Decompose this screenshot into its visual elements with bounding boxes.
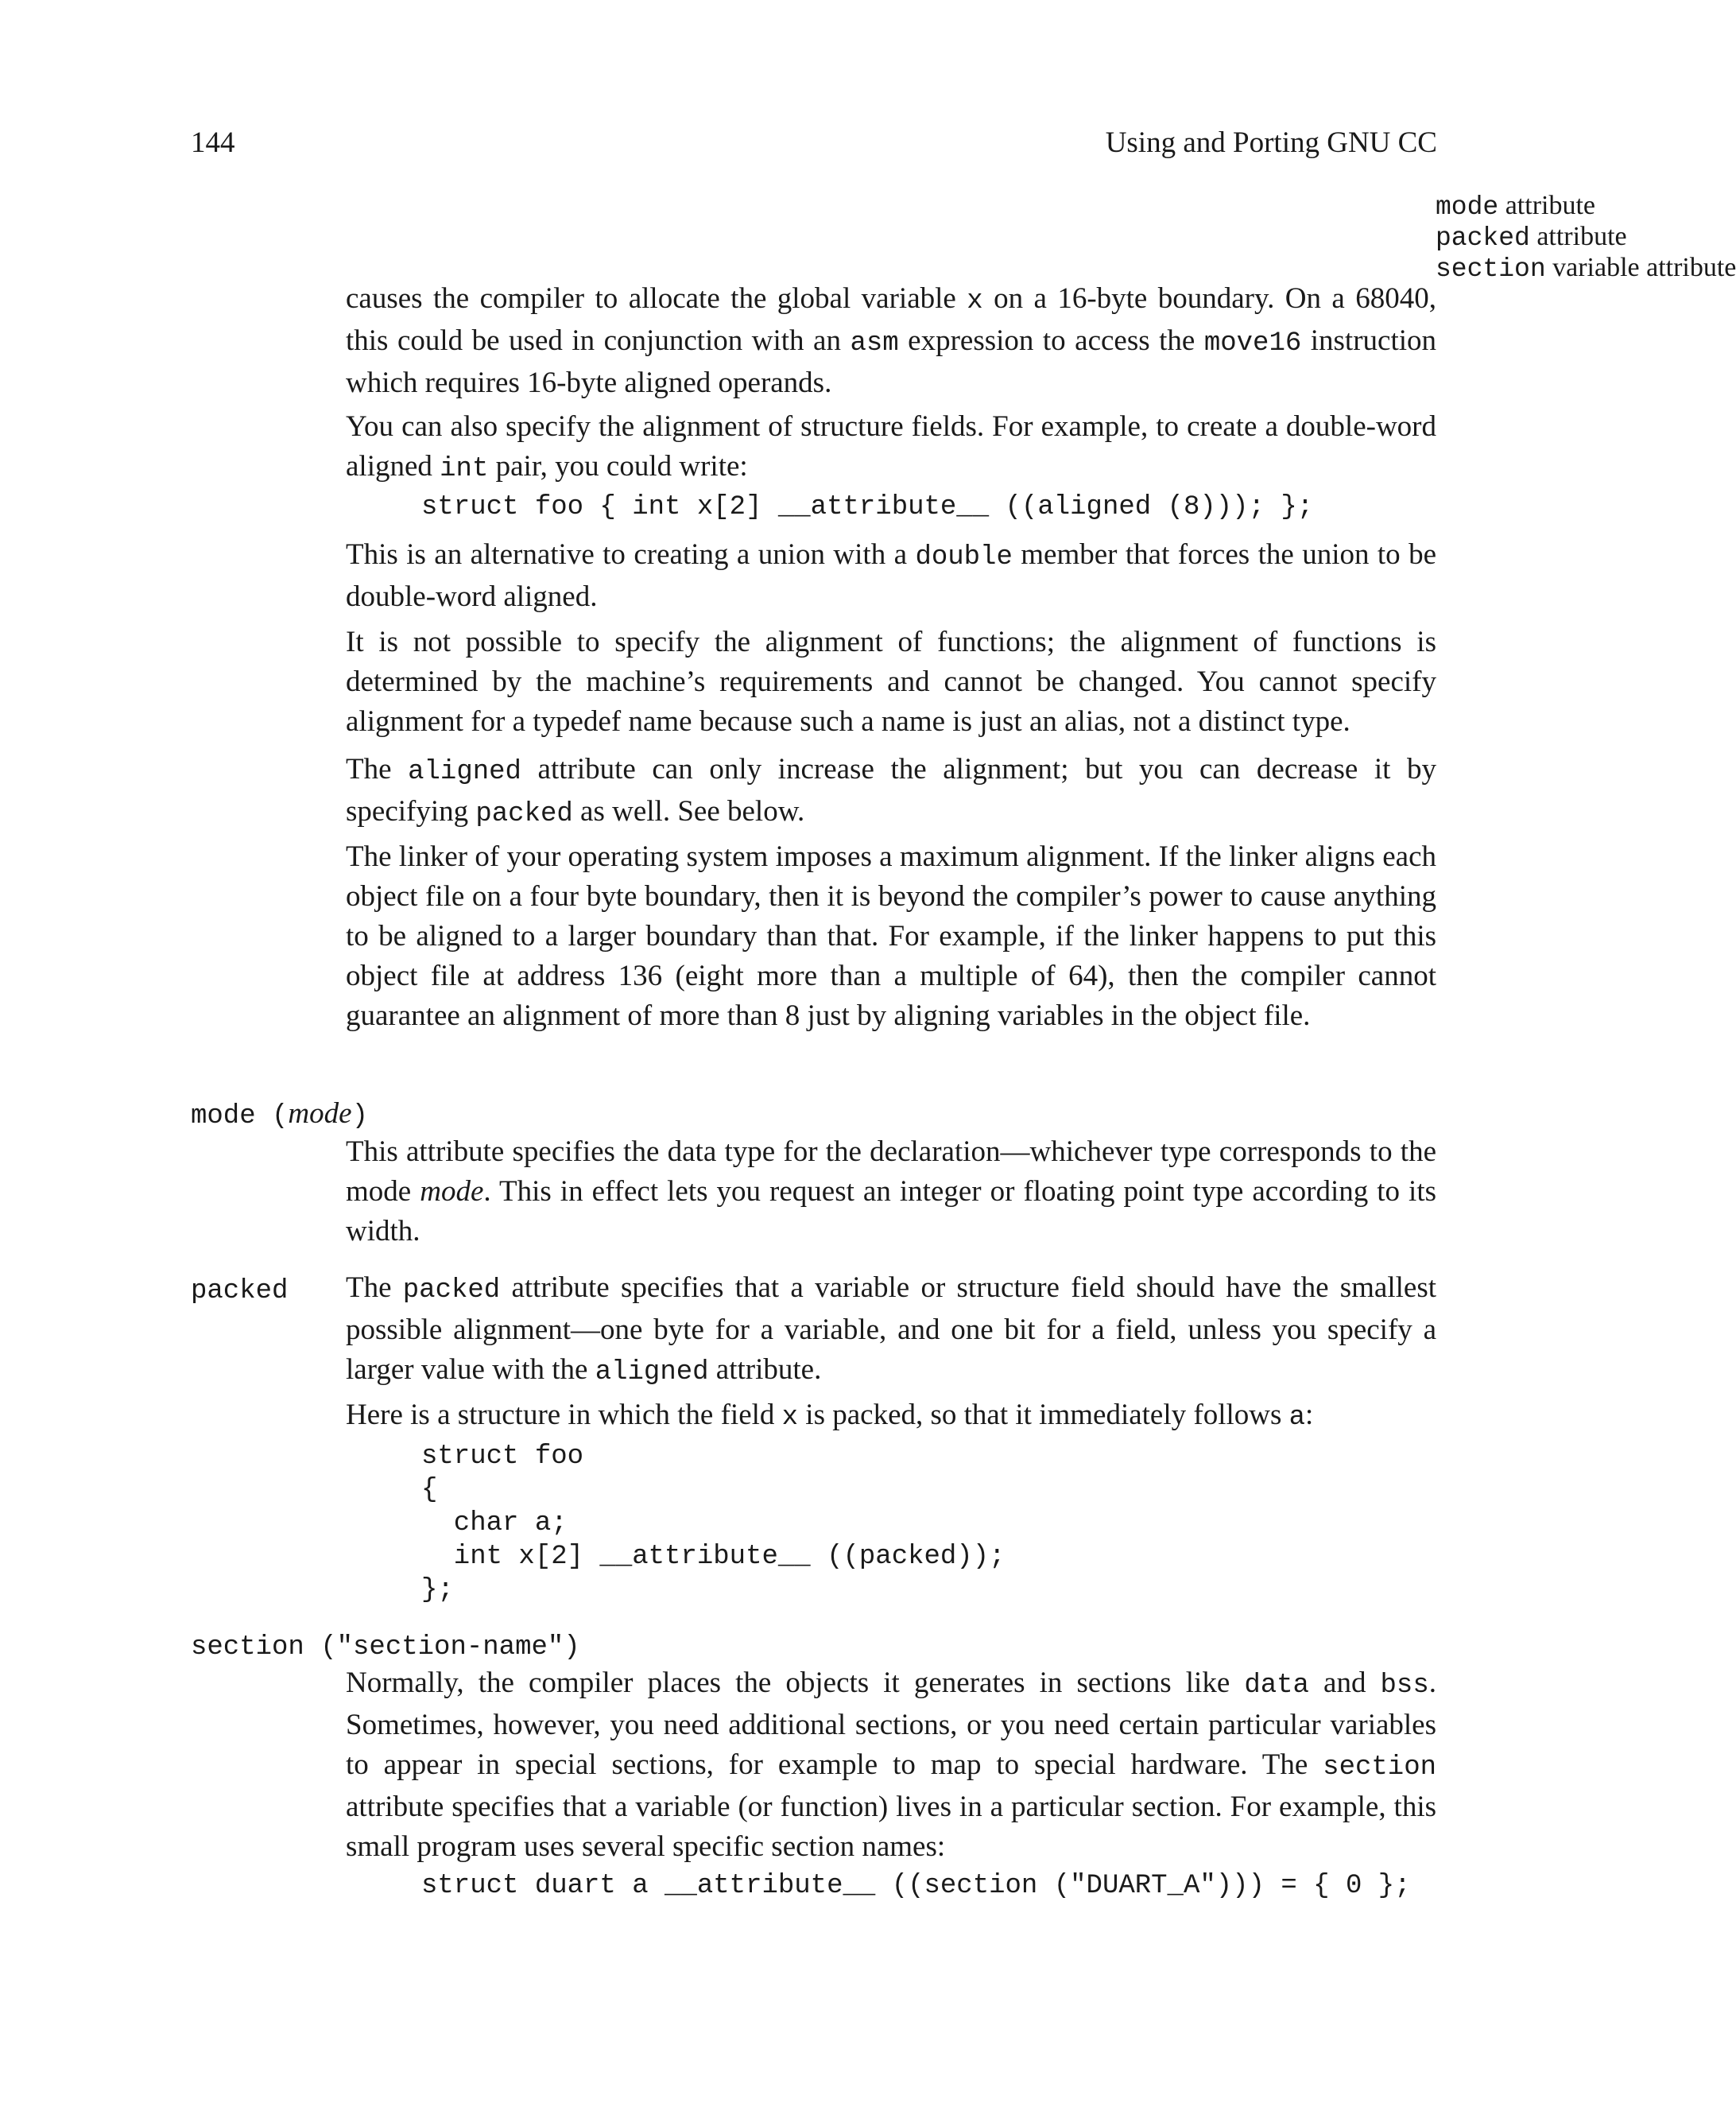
margin-note-code: packed [1436,223,1530,253]
text: : [1305,1399,1314,1431]
term-packed [191,1271,288,1309]
text: Normally, the compiler places the objects it generates in sections like [346,1667,1245,1699]
margin-note-packed [1436,222,1642,253]
packed-description [346,1268,1436,1392]
term-code: mode ( [191,1101,289,1131]
paragraph-aligned-increase [346,750,1436,834]
text: attribute. [708,1353,822,1386]
text: expression to access the [898,324,1204,357]
code-a: a [1288,1403,1306,1433]
text: It is not possible to specify the alignment of functions; the alignment of functions is determined by the machine’s requirements and cannot be changed. You cannot specify alignment for a typedef name because such a name is just an alias, not a distinct type. [346,626,1436,738]
code-x: x [781,1403,799,1433]
text: . This in effect lets you request an integer or floating point type according to its width. [346,1175,1437,1248]
margin-note-section [1436,253,1736,284]
text: This attribute specifies the data type for the declaration—whichever type corresponds to the mode [346,1135,1436,1208]
text: You can also specify the alignment of structure fields. For example, to create a double-word aligned [346,410,1436,483]
running-title: Using and Porting GNU CC [1105,126,1437,159]
paragraph-function-alignment [346,623,1436,742]
section-description [346,1663,1436,1867]
margin-note-code: mode [1436,192,1499,222]
text: . Sometimes, however, you need additional sections, or you need certain particular variables to appear in special sections, for example to map to special hardware. The [346,1667,1436,1781]
term-section [191,1627,580,1665]
code-move16: move16 [1203,328,1302,359]
italic-mode: mode [420,1175,484,1208]
text: This is an alternative to creating a union with a [346,538,916,571]
code-aligned: aligned [595,1357,709,1387]
code-asm: asm [850,328,899,359]
code-packed: packed [475,799,573,829]
text: causes the compiler to allocate the global variable [346,282,967,315]
paragraph-alignment-boundary [346,279,1436,403]
margin-note-mode [1436,191,1642,222]
text: instruction which requires 16-byte aligned operands. [346,324,1436,399]
code-bss: bss [1380,1670,1429,1701]
text: as well. See below. [572,795,805,828]
term-code: ) [351,1101,368,1131]
paragraph-structure-fields [346,407,1436,489]
code-line: int x[2] __attribute__ ((packed)); [421,1542,1006,1572]
text: attribute specifies that a variable or structure field should have the smallest possible alignment—one byte for a variable, and one bit for a field, unless you specify a larger value with the [346,1271,1437,1386]
packed-example-intro [346,1395,1436,1438]
term-code: section ("section-name") [191,1632,580,1663]
page-number: 144 [191,126,235,159]
paragraph-linker-alignment [346,837,1436,1036]
code-example-section: struct duart a __attribute__ ((section ("DUART_A"))) = { 0 }; [421,1871,1411,1901]
text: and [1308,1667,1381,1699]
code-x: x [967,286,983,316]
text: The [346,1271,403,1304]
code-aligned: aligned [408,757,521,787]
text: The [346,753,409,786]
term-italic: mode [288,1097,352,1130]
text: attribute specifies that a variable (or function) lives in a particular section. For example, this small program uses several specific section names: [346,1791,1436,1863]
text: on a 16-byte boundary. On a 68040, this could be used in conjunction with an [346,282,1436,357]
mode-description [346,1132,1436,1251]
code-line: }; [421,1575,454,1605]
text: is packed, so that it immediately follows [798,1399,1289,1431]
code-double: double [915,542,1013,572]
margin-index-notes [1436,191,1736,284]
code-packed: packed [402,1275,501,1306]
margin-note-text: attribute [1498,191,1596,220]
code-line: struct foo [421,1442,584,1472]
code-line: { [421,1475,438,1505]
code-line: char a; [421,1508,568,1539]
text: member that forces the union to be double-word aligned. [346,538,1437,613]
margin-note-text: variable attribute [1545,253,1736,282]
text: Here is a structure in which the field [346,1399,782,1431]
margin-note-code: section [1436,254,1546,284]
text: attribute can only increase the alignment; but you can decrease it by specifying [346,753,1436,828]
margin-note-text: attribute [1529,222,1627,251]
paragraph-union-alternative [346,535,1436,617]
code-example-aligned: struct foo { int x[2] __attribute__ ((aligned (8))); }; [421,492,1314,522]
code-data: data [1244,1670,1309,1701]
term-mode [191,1096,368,1134]
code-section: section [1323,1752,1436,1783]
term-code: packed [191,1276,289,1306]
code-int: int [440,454,489,484]
text: pair, you could write: [488,450,748,483]
text: The linker of your operating system imposes a maximum alignment. If the linker aligns each object file on a four byte boundary, then it is beyond the compiler’s power to cause anything to be aligned to a larger boundary than that. For example, if the linker happens to put this object file at address 136 (eight more than a multiple of 64), then the compiler cannot guarantee an alignment of more than 8 just by aligning variables in the object file. [346,840,1436,1032]
